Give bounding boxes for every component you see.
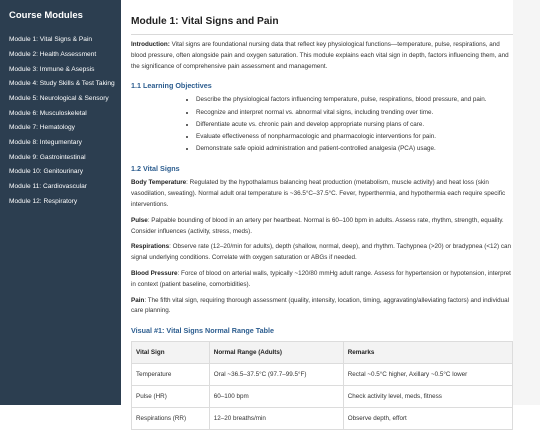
sidebar-item-module-2[interactable]: Module 2: Health Assessment	[9, 50, 97, 58]
vital-sign-text: : Palpable bounding of blood in an artery per heartbeat. Normal is 60–100 bpm in adults. Assess rate, rhythm, strength, equality. Consider influences (activity, stress, meds).	[131, 216, 504, 235]
table-header-cell: Remarks	[343, 342, 512, 364]
table-cell: Oral ~36.5–37.5°C (97.7–99.5°F)	[209, 364, 343, 386]
vital-sign-text: : Force of blood on arterial walls, typically ~120/80 mmHg adult range. Assess for hypertension or hypotension, interpret in context (patient baseline, comorbidities).	[131, 269, 511, 288]
vital-sign-paragraph	[131, 242, 513, 264]
vital-sign-label: Body Temperature	[131, 179, 187, 187]
vital-sign-label: Pain	[131, 296, 145, 304]
objectives-list	[131, 94, 516, 155]
vitals-heading: 1.2 Vital Signs	[131, 164, 180, 174]
sidebar-item-module-4[interactable]: Module 4: Study Skills & Test Taking	[9, 80, 115, 88]
vital-sign-text: : Regulated by the hypothalamus balancing heat production (metabolism, muscle activity) and heat loss (skin vasodilation, sweating). Normal adult oral temperature is ~36.5°C–37.5°C. Fever, hyperthermia, and hypothermia each require specific interventions.	[131, 179, 506, 208]
sidebar-item-module-11[interactable]: Module 11: Cardiovascular	[9, 183, 87, 191]
table-cell: Check activity level, meds, fitness	[343, 386, 512, 408]
vital-sign-paragraph	[131, 269, 513, 291]
page-title: Module 1: Vital Signs and Pain	[131, 16, 279, 27]
table-cell: Respirations (RR)	[132, 408, 210, 430]
vitals-section	[131, 178, 516, 317]
intro-paragraph	[131, 40, 513, 72]
sidebar-item-module-8[interactable]: Module 8: Integumentary	[9, 139, 82, 146]
table-row	[132, 364, 513, 386]
intro-label: Introduction:	[131, 41, 170, 48]
table-cell: Rectal ~0.5°C higher, Axillary ~0.5°C lower	[343, 364, 512, 386]
module-nav	[0, 32, 121, 208]
page-margin	[513, 0, 540, 405]
vital-sign-label: Respirations	[131, 243, 170, 251]
vital-sign-text: : The fifth vital sign, requiring thorough assessment (quality, intensity, location, timing, aggravating/alleviating factors) and individual care planning.	[131, 296, 510, 315]
objective-item: • Differentiate acute vs. chronic pain and develop appropriate nursing plans of care.	[196, 119, 516, 131]
objective-item: • Evaluate effectiveness of nonpharmacologic and pharmacologic interventions for pain.	[196, 131, 516, 143]
sidebar-item-module-12[interactable]: Module 12: Respiratory	[9, 197, 78, 205]
table-header-row	[132, 342, 513, 364]
table-cell: 60–100 bpm	[209, 386, 343, 408]
sidebar	[0, 0, 121, 405]
vital-signs-table	[131, 341, 513, 430]
sidebar-item-module-6[interactable]: Module 6: Musculoskeletal	[9, 109, 87, 117]
sidebar-item-module-7[interactable]: Module 7: Hematology	[9, 124, 75, 132]
main-content	[121, 0, 513, 423]
vital-sign-paragraph	[131, 178, 513, 210]
vital-sign-paragraph	[131, 216, 513, 238]
objective-item: • Describe the physiological factors influencing temperature, pulse, respirations, blood pressure, and pain.	[196, 94, 516, 106]
table-cell: 12–20 breaths/min	[209, 408, 343, 430]
sidebar-item-module-3[interactable]: Module 3: Immune & Asepsis	[9, 65, 95, 73]
objectives-heading: 1.1 Learning Objectives	[131, 81, 212, 91]
table-header-cell: Normal Range (Adults)	[209, 342, 343, 364]
vital-sign-label: Blood Pressure	[131, 269, 178, 277]
table-header-cell: Vital Sign	[132, 342, 210, 364]
vital-sign-text: : Observe rate (12–20/min for adults), depth (shallow, normal, deep), and rhythm. Tachypnea (>20) or bradypnea (<12) can signal underlying conditions. Correlate with oxygen saturation or ABGs if needed.	[131, 243, 512, 262]
objective-item: • Demonstrate safe opioid administration and patient-controlled analgesia (PCA) usage.	[196, 143, 516, 155]
table-cell: Pulse (HR)	[132, 386, 210, 408]
table-row	[132, 386, 513, 408]
sidebar-item-module-1[interactable]: Module 1: Vital Signs & Pain	[9, 36, 93, 44]
intro-text: Vital signs are foundational nursing data that reflect key physiological functions—temperature, pulse, respirations, and blood pressure, often alongside pain and oxygen saturation. This module explains each vital sign in depth, factors influencing them, and the significance of comprehensive pain assessment and management.	[131, 41, 509, 70]
table-heading: Visual #1: Vital Signs Normal Range Table	[131, 326, 274, 336]
sidebar-item-module-10[interactable]: Module 10: Genitourinary	[9, 168, 84, 176]
sidebar-item-module-5[interactable]: Module 5: Neurological & Sensory	[9, 94, 109, 102]
vital-sign-paragraph	[131, 296, 513, 318]
table-cell: Observe depth, effort	[343, 408, 512, 430]
sidebar-item-module-9[interactable]: Module 9: Gastrointestinal	[9, 153, 86, 161]
sidebar-title: Course Modules	[9, 10, 83, 21]
table-row	[132, 408, 513, 430]
table-cell: Temperature	[132, 364, 210, 386]
title-divider	[131, 34, 513, 35]
objective-item: • Recognize and interpret normal vs. abnormal vital signs, including trending over time.	[196, 107, 516, 119]
vital-sign-label: Pulse	[131, 216, 148, 224]
